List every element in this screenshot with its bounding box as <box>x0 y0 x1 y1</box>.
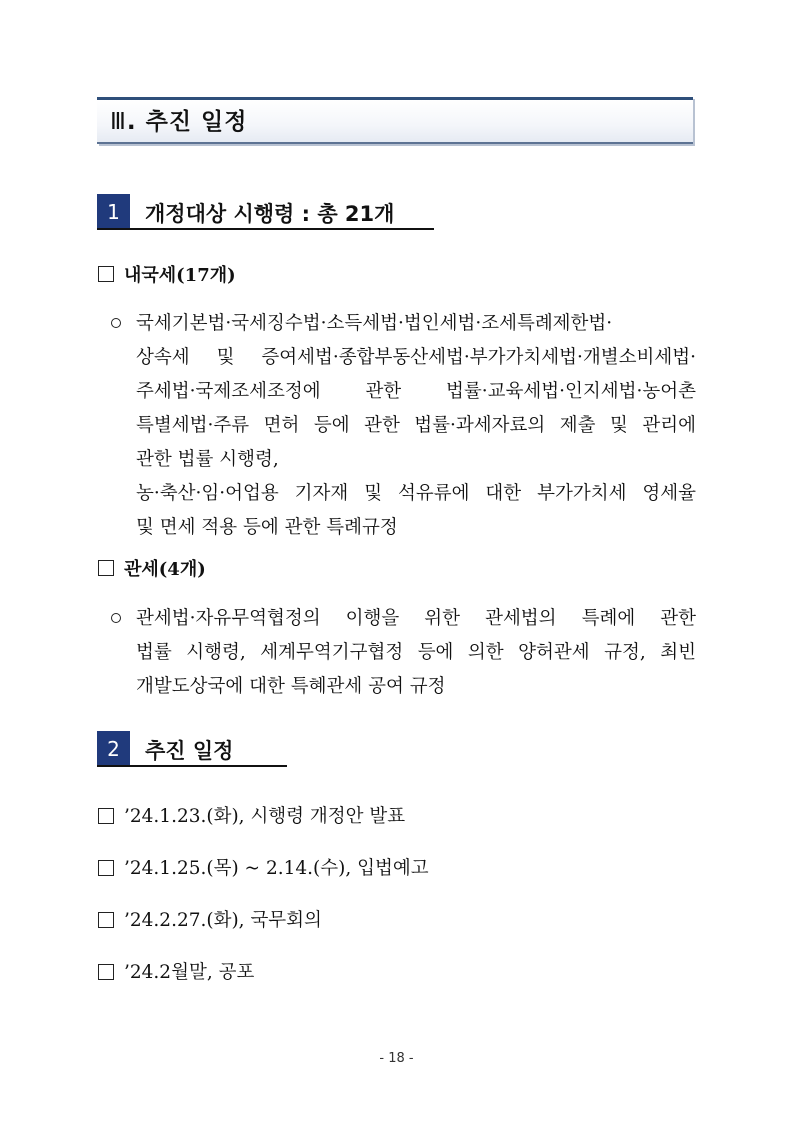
group-2-title: 관세(4개) <box>124 559 206 580</box>
checkbox-bullet-icon <box>98 808 114 824</box>
group-2-line-2: 법률 시행령, 세계무역기구협정 등에 의한 양허관세 규정, 최빈 <box>136 642 696 663</box>
checkbox-bullet-icon <box>98 860 114 876</box>
checkbox-bullet-icon <box>98 560 114 576</box>
checkbox-bullet-icon <box>98 266 114 282</box>
subsection-1-title: 개정대상 시행령 : 총 21개 <box>145 202 395 226</box>
subsection-2-number-badge: 2 <box>97 731 130 767</box>
group-1-line-7: 및 면세 적용 등에 관한 특례규정 <box>136 517 398 538</box>
group-1-line-1: 국세기본법·국세징수법·소득세법·법인세법·조세특례제한법· <box>136 313 613 334</box>
section-roman-numeral: Ⅲ <box>110 109 127 135</box>
schedule-item-4: ’24.2월말, 공포 <box>124 962 255 983</box>
group-1-line-4: 특별세법·주류 면허 등에 관한 법률·과세자료의 제출 및 관리에 <box>136 415 696 436</box>
group-1-title: 내국세(17개) <box>124 265 236 286</box>
group-1-line-2: 상속세 및 증여세법·종합부동산세법·부가가치세법·개별소비세법· <box>136 347 696 368</box>
subsection-2-underline <box>97 765 287 767</box>
schedule-item-2: ’24.1.25.(목) ~ 2.14.(수), 입법예고 <box>124 858 429 879</box>
checkbox-bullet-icon <box>98 912 114 928</box>
subsection-1-underline <box>97 228 434 230</box>
circle-bullet-icon <box>111 318 121 328</box>
schedule-item-1: ’24.1.23.(화), 시행령 개정안 발표 <box>124 806 406 827</box>
subsection-1-number-badge: 1 <box>97 194 130 230</box>
group-2-line-3: 개발도상국에 대한 특혜관세 공여 규정 <box>136 676 446 697</box>
section-title <box>110 103 247 136</box>
page-number: - 18 - <box>379 1051 414 1066</box>
circle-bullet-icon <box>111 613 121 623</box>
group-2-line-1: 관세법·자유무역협정의 이행을 위한 관세법의 특례에 관한 <box>136 608 696 629</box>
section-title-text: . 추진 일정 <box>126 109 248 135</box>
group-1-line-5: 관한 법률 시행령, <box>136 449 279 470</box>
checkbox-bullet-icon <box>98 964 114 980</box>
schedule-item-3: ’24.2.27.(화), 국무회의 <box>124 910 322 931</box>
group-1-line-3: 주세법·국제조세조정에 관한 법률·교육세법·인지세법·농어촌 <box>136 381 696 402</box>
subsection-2-title: 추진 일정 <box>145 739 234 763</box>
group-1-line-6: 농·축산·임·어업용 기자재 및 석유류에 대한 부가가치세 영세율 <box>136 483 696 504</box>
